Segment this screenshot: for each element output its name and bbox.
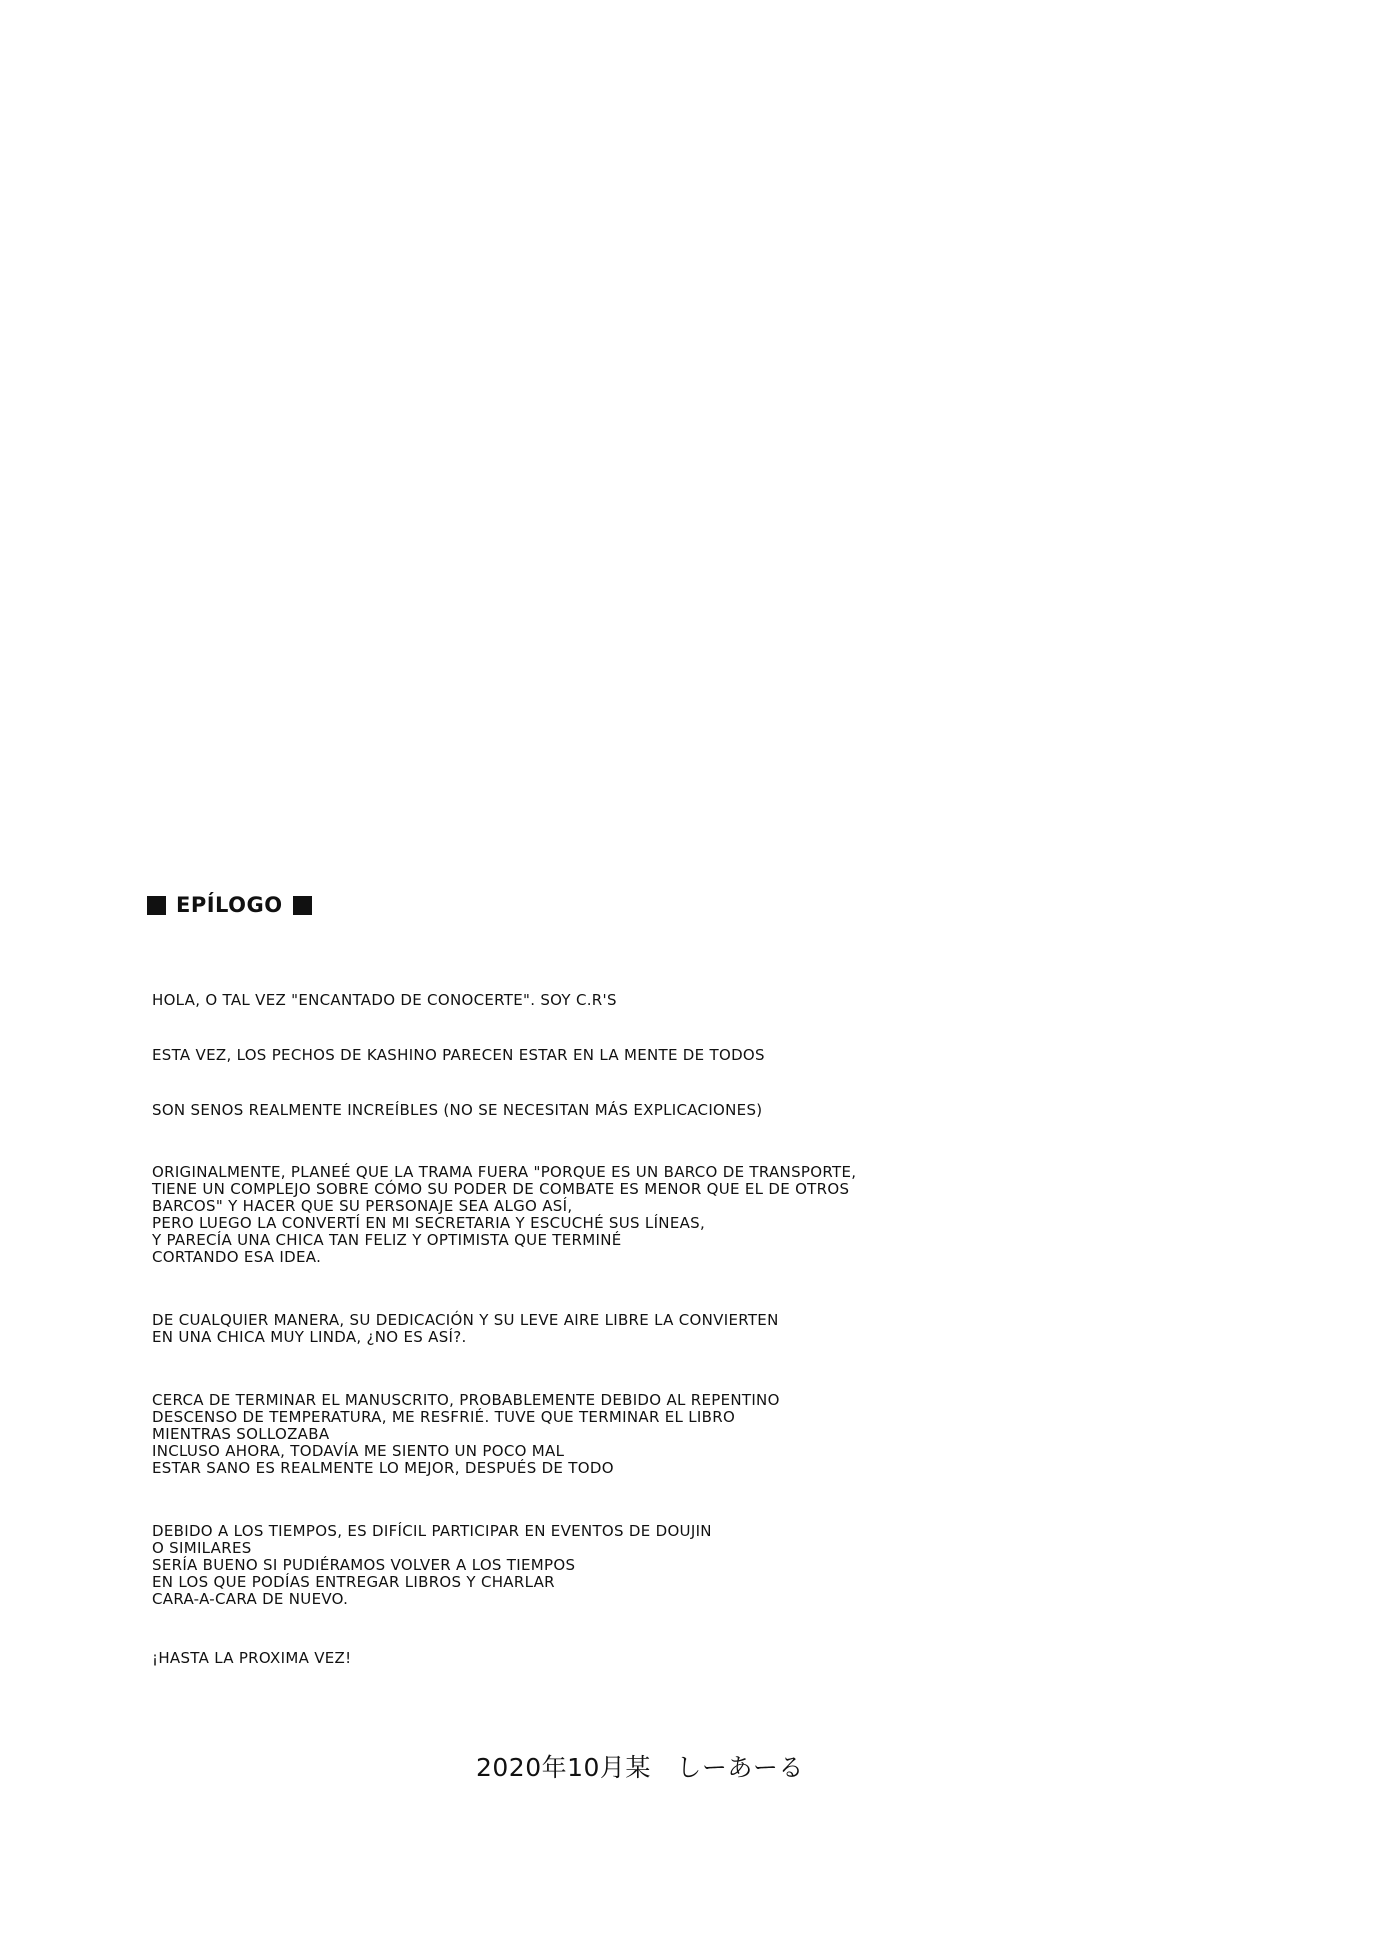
paragraph-cold: CERCA DE TERMINAR EL MANUSCRITO, PROBABLEMENTE DEBIDO AL REPENTINO DESCENSO DE TEMPERATURA, ME RESFRIÉ. TUVE QUE TERMINAR EL LIBRO MIENTRAS SOLLOZABA INCLUSO AHORA, TODAVÍA ME SIENTO UN POCO MAL ESTAR SANO ES REALMENTE LO MEJOR, DESPUÉS DE TODO bbox=[152, 1391, 780, 1477]
paragraph-farewell: ¡HASTA LA PROXIMA VEZ! bbox=[152, 1649, 352, 1667]
paragraph-kashino: ESTA VEZ, LOS PECHOS DE KASHINO PARECEN ESTAR EN LA MENTE DE TODOS bbox=[152, 1046, 765, 1064]
signature-date: 2020年10月某 しーあーる bbox=[476, 1753, 804, 1782]
paragraph-dedication: DE CUALQUIER MANERA, SU DEDICACIÓN Y SU LEVE AIRE LIBRE LA CONVIERTEN EN UNA CHICA MUY LINDA, ¿NO ES ASÍ?. bbox=[152, 1311, 779, 1346]
paragraph-greeting: HOLA, O TAL VEZ "ENCANTADO DE CONOCERTE". SOY C.R'S bbox=[152, 991, 617, 1009]
square-bullet-icon bbox=[147, 896, 166, 915]
epilogue-heading bbox=[147, 893, 312, 917]
square-bullet-icon bbox=[293, 896, 312, 915]
paragraph-plan: ORIGINALMENTE, PLANEÉ QUE LA TRAMA FUERA "PORQUE ES UN BARCO DE TRANSPORTE, TIENE UN COMPLEJO SOBRE CÓMO SU PODER DE COMBATE ES MENOR QUE EL DE OTROS BARCOS" Y HACER QUE SU PERSONAJE SEA ALGO ASÍ, PERO LUEGO LA CONVERTÍ EN MI SECRETARIA Y ESCUCHÉ SUS LÍNEAS, Y PARECÍA UNA CHICA TAN FELIZ Y OPTIMISTA QUE TERMINÉ CORTANDO ESA IDEA. bbox=[152, 1163, 857, 1266]
paragraph-senos: SON SENOS REALMENTE INCREÍBLES (NO SE NECESITAN MÁS EXPLICACIONES) bbox=[152, 1101, 763, 1119]
epilogue-title: EPÍLOGO bbox=[176, 893, 283, 917]
paragraph-events: DEBIDO A LOS TIEMPOS, ES DIFÍCIL PARTICIPAR EN EVENTOS DE DOUJIN O SIMILARES SERÍA BUENO SI PUDIÉRAMOS VOLVER A LOS TIEMPOS EN LOS QUE PODÍAS ENTREGAR LIBROS Y CHARLAR CARA-A-CARA DE NUEVO. bbox=[152, 1522, 712, 1608]
